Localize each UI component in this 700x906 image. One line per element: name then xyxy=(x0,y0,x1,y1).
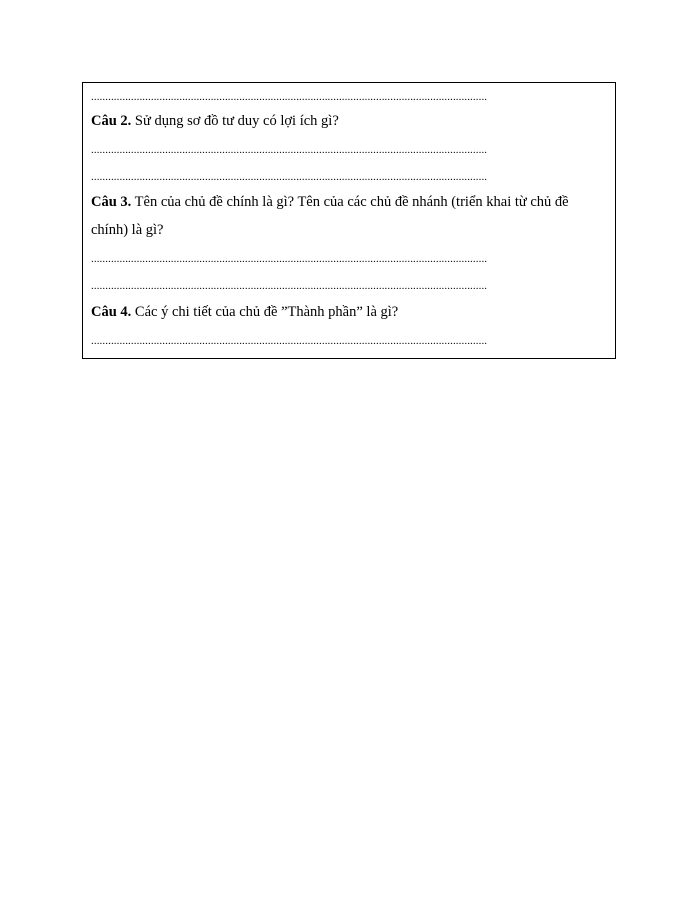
question-3-label: Câu 3. xyxy=(91,194,132,210)
answer-line: ........................................................................................................................................... xyxy=(91,253,488,265)
question-box xyxy=(82,82,616,359)
answer-line: ........................................................................................................................................... xyxy=(91,144,488,156)
answer-line: ........................................................................................................................................... xyxy=(91,171,488,183)
question-3-text-line1: Tên của chủ đề chính là gì? Tên của các chủ đề nhánh (triển khai từ chủ đề xyxy=(131,194,569,210)
answer-line: ........................................................................................................................................... xyxy=(91,335,488,347)
question-3 xyxy=(91,193,595,211)
question-4 xyxy=(91,303,595,321)
question-3-text-line2: chính) là gì? xyxy=(91,222,164,238)
answer-line: ........................................................................................................................................... xyxy=(91,280,488,292)
question-2-label: Câu 2. xyxy=(91,113,132,129)
question-2 xyxy=(91,112,595,130)
question-2-text: Sử dụng sơ đồ tư duy có lợi ích gì? xyxy=(131,113,339,129)
question-3-continuation xyxy=(91,221,595,239)
question-4-label: Câu 4. xyxy=(91,304,132,320)
question-4-text: Các ý chi tiết của chủ đề ”Thành phần” là gì? xyxy=(131,304,399,320)
answer-line: ........................................................................................................................................... xyxy=(91,91,488,103)
